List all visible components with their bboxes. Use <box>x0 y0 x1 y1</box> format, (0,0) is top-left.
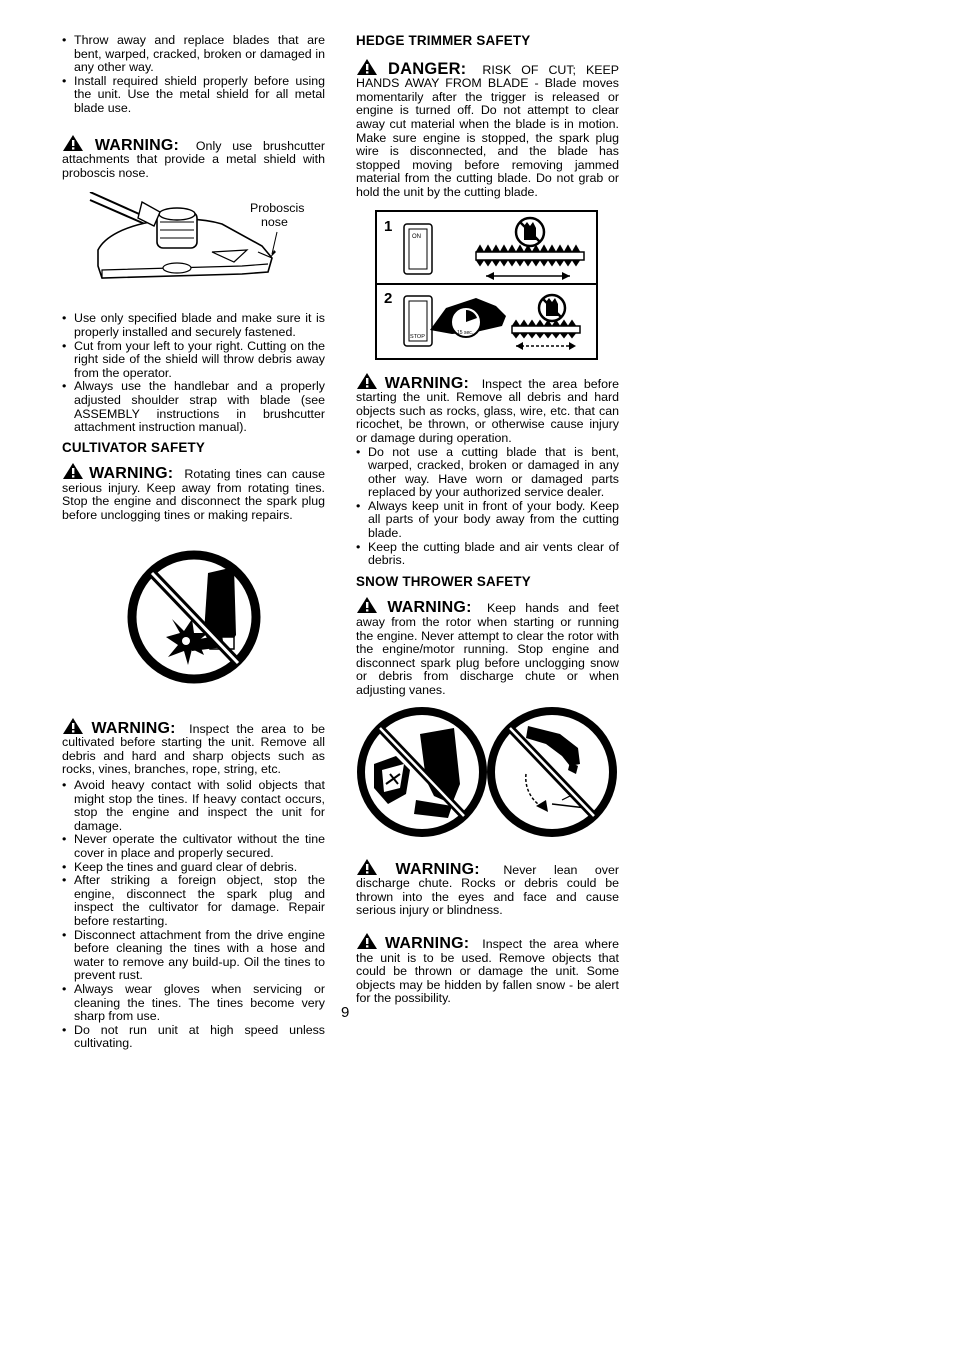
prohibition-tines-icon <box>62 537 325 703</box>
left-column <box>62 34 325 1051</box>
warning-inspect-cultivate <box>62 717 325 777</box>
hedge-trimmer-figure <box>356 210 619 360</box>
warning-text: Rotating tines can cause serious injury. Keep away from rotating tines. Stop the engine and disconnect the spark plug before unclogging tines or making repairs. <box>62 467 325 523</box>
list-item: • Avoid heavy contact with solid objects that might stop the tines. If heavy contact occurs, stop the engine and inspect the unit for damage. <box>62 779 325 833</box>
timer-label: 15 sec. <box>457 329 474 336</box>
warning-snow-inspect <box>356 932 619 1006</box>
warning-brushcutter <box>62 134 325 181</box>
panel-1-number: 1 <box>384 217 393 235</box>
list-item: • Do not run unit at high speed unless cultivating. <box>62 1024 325 1051</box>
list-item: • Disconnect attachment from the drive engine before cleaning the tines with a hose and water to remove any build-up. Oil the tines to prevent rust. <box>62 929 325 983</box>
warning-text: Inspect the area before starting the unit. Remove all debris and hard objects such as rocks, glass, wire, etc. that can ricochet, be thrown, or otherwise cause injury or damage during operation. <box>356 376 620 445</box>
brushcutter-shield-figure <box>62 192 325 304</box>
warning-text: Only use brushcutter attachments that provide a metal shield with proboscis nose. <box>62 138 325 180</box>
warning-triangle-icon <box>356 372 378 390</box>
blade-bullet-list <box>62 34 325 116</box>
list-item: • Cut from your left to your right. Cutting on the right side of the shield will throw debris away from the operator. <box>62 340 325 381</box>
snow-thrower-safety-heading: SNOW THROWER SAFETY <box>356 573 531 589</box>
warning-rotor <box>356 596 619 697</box>
warning-triangle-icon <box>62 134 84 152</box>
warning-label: WARNING: <box>91 719 176 737</box>
cultivator-bullet-list <box>62 779 325 1051</box>
warning-label: WARNING: <box>395 860 480 878</box>
list-item: • Keep the cutting blade and air vents clear of debris. <box>356 541 619 568</box>
warning-triangle-icon <box>356 858 378 876</box>
warning-lean-chute <box>356 858 619 918</box>
warning-label: WARNING: <box>384 374 469 392</box>
hedge-trimmer-safety-heading: HEDGE TRIMMER SAFETY <box>356 33 531 48</box>
list-item: • Throw away and replace blades that are bent, warped, cracked, broken or damaged in any other way. <box>62 34 325 75</box>
proboscis-label: Proboscis <box>250 201 305 216</box>
warning-label: WARNING: <box>94 136 180 154</box>
warning-text: Keep hands and feet away from the rotor when starting or running the engine. Never attempt to clear the rotor with the engine/motor running. Stop engine and disconnect spark plug before unclogging snow or debris from discharge chute or when adjusting vanes. <box>356 601 619 697</box>
blade-bullet-list-2 <box>62 312 325 434</box>
warning-text: Never lean over discharge chute. Rocks or debris could be thrown into the eyes and face and cause serious injury or blindness. <box>356 862 620 918</box>
switch-stop-label: STOP <box>410 333 425 340</box>
warning-text: Inspect the area where the unit is to be used. Remove objects that could be thrown or damage the unit. Some objects may be hidden by fallen snow - be alert for the possibility. <box>356 936 619 1006</box>
warning-triangle-icon <box>62 717 84 735</box>
danger-label: DANGER: <box>387 59 467 78</box>
warning-tines <box>62 462 325 522</box>
warning-label: WARNING: <box>385 934 470 952</box>
snow-thrower-figure <box>356 704 619 842</box>
warning-label: WARNING: <box>89 465 174 483</box>
brushcutter-shield-illustration <box>62 192 325 304</box>
warning-triangle-icon <box>356 932 378 950</box>
no-tines-figure <box>62 537 325 703</box>
warning-hedge-inspect <box>356 372 619 446</box>
list-item: • Use only specified blade and make sure it is properly installed and securely fastened. <box>62 312 325 339</box>
right-column <box>356 34 619 1006</box>
snow-thrower-prohibition-illustration <box>356 704 619 842</box>
list-item: • Do not use a cutting blade that is bent, warped, cracked, broken or damaged in any other way. Have worn or damaged parts replaced by your authorized service dealer. <box>356 446 619 500</box>
list-item: • Install required shield properly before using the unit. Use the metal shield for all metal blade use. <box>62 75 325 116</box>
hedge-bullet-list <box>356 446 619 568</box>
list-item: • Always wear gloves when servicing or cleaning the tines. The tines become very sharp from use. <box>62 983 325 1024</box>
danger-text: RISK OF CUT; KEEP HANDS AWAY FROM BLADE - Blade moves momentarily after the trigger is released or engine is turned off. Do not attempt to clear away cut material when the blade is in motion. Make sure engine is stopped, the spark plug wire is disconnected, and the blade has stopped moving before removing jammed material from the cutting blade. Do not grab or hold the unit by the cutting blade. <box>356 62 620 199</box>
warning-triangle-icon <box>356 596 378 614</box>
hedge-trimmer-stop-illustration <box>356 210 619 360</box>
danger-triangle-icon <box>356 58 378 76</box>
list-item: • Always use the handlebar and a properly adjusted shoulder strap with blade (see ASSEMBLY instructions in brushcutter attachment instruction manual). <box>62 380 325 434</box>
nose-label: nose <box>261 215 288 230</box>
list-item: • Always keep unit in front of your body. Keep all parts of your body away from the cutting blade. <box>356 500 619 541</box>
list-item: • Never operate the cultivator without the tine cover in place and properly secured. <box>62 833 325 860</box>
page-number: 9 <box>341 1004 350 1021</box>
danger-cut <box>356 58 619 200</box>
warning-text: Inspect the area to be cultivated before starting the unit. Remove all debris and hard and sharp objects such as rocks, vines, branches, rope, string, etc. <box>62 721 325 777</box>
list-item: • Keep the tines and guard clear of debris. <box>62 861 325 875</box>
cultivator-safety-heading: CULTIVATOR SAFETY <box>62 439 206 455</box>
warning-label: WARNING: <box>387 599 472 617</box>
panel-2-number: 2 <box>384 289 393 307</box>
warning-triangle-icon <box>62 462 84 480</box>
list-item: • After striking a foreign object, stop the engine, disconnect the spark plug and inspect the cultivator for damage. Repair before restarting. <box>62 874 325 928</box>
switch-on-label: ON <box>412 233 421 240</box>
